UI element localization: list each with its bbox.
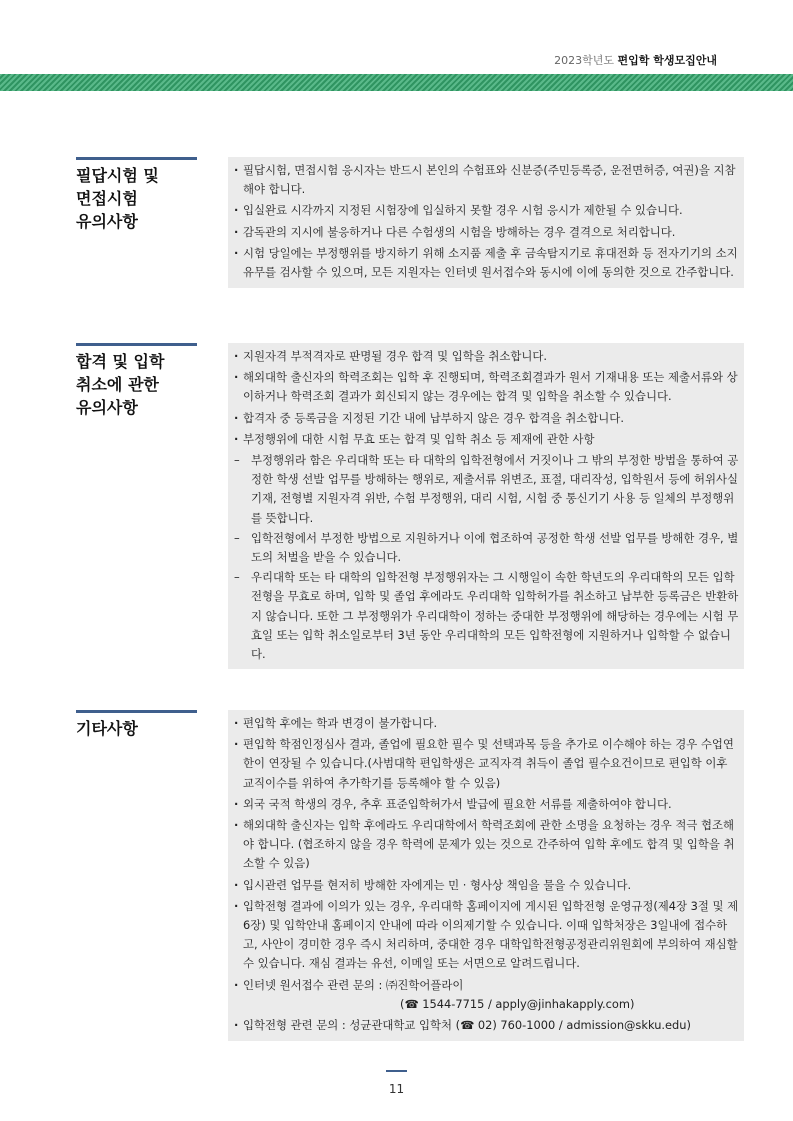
section-title-line: 취소에 관한 (76, 375, 159, 394)
section-body (228, 157, 744, 288)
header-year: 2023학년도 (554, 54, 615, 67)
list-item: · 입실완료 시각까지 지정된 시험장에 입실하지 못할 경우 시험 응시가 제한될 수 있습니다. (234, 201, 739, 220)
list-item: · 부정행위에 대한 시험 무효 또는 합격 및 입학 취소 등 제재에 관한 사항 (234, 430, 739, 449)
list-item: · 편입학 학점인정심사 결과, 졸업에 필요한 필수 및 선택과목 등을 추가로 이수해야 하는 경우 수업연한이 연장될 수 있습니다.(사범대학 편입학생은 교직자격 취득이 졸업 필수요건이므로 편입학 이후 교직이수를 위하여 추가학기를 등록해야 할 수 있음) (234, 735, 739, 793)
list-item: · 필답시험, 면접시험 응시자는 반드시 본인의 수험표와 신분증(주민등록증, 운전면허증, 여권)을 지참해야 합니다. (234, 161, 739, 199)
list-item: · 해외대학 출신자는 입학 후에라도 우리대학에서 학력조회에 관한 소명을 요청하는 경우 적극 협조해야 합니다. (협조하지 않을 경우 학력에 문제가 있는 것으로 간주하여 입학 후에도 합격 및 입학을 취소할 수 있음) (234, 816, 739, 874)
section-body (228, 710, 744, 1041)
section-body (228, 343, 744, 669)
contact-detail: (☎ 1544-7715 / apply@jinhakapply.com) (400, 996, 635, 1011)
list-item: · 지원자격 부적격자로 판명될 경우 합격 및 입학을 취소합니다. (234, 347, 739, 366)
section-title (76, 710, 197, 740)
page-number-rule (386, 1070, 407, 1072)
page-header (554, 52, 717, 68)
page-number: 11 (388, 1082, 405, 1096)
list-item: · 입시관련 업무를 현저히 방해한 자에게는 민 · 형사상 책임을 물을 수 있습니다. (234, 876, 739, 895)
contact-item: · 인터넷 원서접수 관련 문의 : ㈜진학어플라이 (234, 976, 739, 995)
section-title-line: 유의사항 (76, 212, 138, 231)
sub-item: – 부정행위라 함은 우리대학 또는 타 대학의 입학전형에서 거짓이나 그 밖의 부정한 방법을 통하여 공정한 학생 선발 업무를 방해하는 행위로, 제출서류 위변조, 표절, 대리작성, 입학원서 등에 허위사실 기재, 전형별 지원자격 위반, 수험 부정행위, 대리 시험, 시험 중 통신기기 사용 등 일체의 부정행위를 뜻합니다. (234, 451, 739, 528)
list-item: · 합격자 중 등록금을 지정된 기간 내에 납부하지 않은 경우 합격을 취소합니다. (234, 409, 739, 428)
list-item: · 시험 당일에는 부정행위를 방지하기 위해 소지품 제출 후 금속탐지기로 휴대전화 등 전자기기의 소지 유무를 검사할 수 있으며, 모든 지원자는 인터넷 원서접수와 동시에 이에 동의한 것으로 간주합니다. (234, 244, 739, 282)
list-item: · 감독관의 지시에 불응하거나 다른 수험생의 시험을 방해하는 경우 결격으로 처리합니다. (234, 223, 739, 242)
section-title-line: 유의사항 (76, 398, 138, 417)
list-item: · 해외대학 출신자의 학력조회는 입학 후 진행되며, 학력조회결과가 원서 기재내용 또는 제출서류와 상이하거나 학력조회 결과가 회신되지 않는 경우에는 합격 및 입학을 취소할 수 있습니다. (234, 368, 739, 406)
header-stripe (0, 74, 793, 91)
list-item: · 편입학 후에는 학과 변경이 불가합니다. (234, 714, 739, 733)
section-title-line: 면접시험 (76, 189, 138, 208)
section-title (76, 157, 197, 233)
list-item: · 입학전형 결과에 이의가 있는 경우, 우리대학 홈페이지에 게시된 입학전형 운영규정(제4장 3절 및 제6장) 및 입학안내 홈페이지 안내에 따라 이의제기할 수 있습니다. 이때 입학처장은 3일내에 접수하고, 사안이 경미한 경우 즉시 처리하며, 중대한 경우 대학입학전형공정관리위원회에 부의하여 재심할 수 있습니다. 재심 결과는 유선, 이메일 또는 서면으로 알려드립니다. (234, 897, 739, 974)
section-title-line: 필답시험 및 (76, 166, 159, 185)
section-title-line: 합격 및 입학 (76, 352, 165, 371)
section-title (76, 343, 197, 419)
contact-item: · 입학전형 관련 문의 : 성균관대학교 입학처 (☎ 02) 760-1000 / admission@skku.edu) (234, 1016, 739, 1035)
section-title-line: 기타사항 (76, 719, 138, 738)
list-item: · 외국 국적 학생의 경우, 추후 표준입학허가서 발급에 필요한 서류를 제출하여야 합니다. (234, 795, 739, 814)
header-title: 편입학 학생모집안내 (617, 54, 717, 67)
sub-item: – 우리대학 또는 타 대학의 입학전형 부정행위자는 그 시행일이 속한 학년도의 우리대학의 모든 입학전형을 무효로 하며, 입학 및 졸업 후에라도 우리대학 입학허가를 취소하고 납부한 등록금은 반환하지 않습니다. 또한 그 부정행위가 우리대학이 정하는 중대한 부정행위에 해당하는 경우에는 시험 무효일 또는 입학 취소일로부터 3년 동안 우리대학의 모든 입학전형에 지원하거나 입학할 수 없습니다. (234, 568, 739, 664)
sub-item: – 입학전형에서 부정한 방법으로 지원하거나 이에 협조하여 공정한 학생 선발 업무를 방해한 경우, 별도의 처벌을 받을 수 있습니다. (234, 529, 739, 567)
